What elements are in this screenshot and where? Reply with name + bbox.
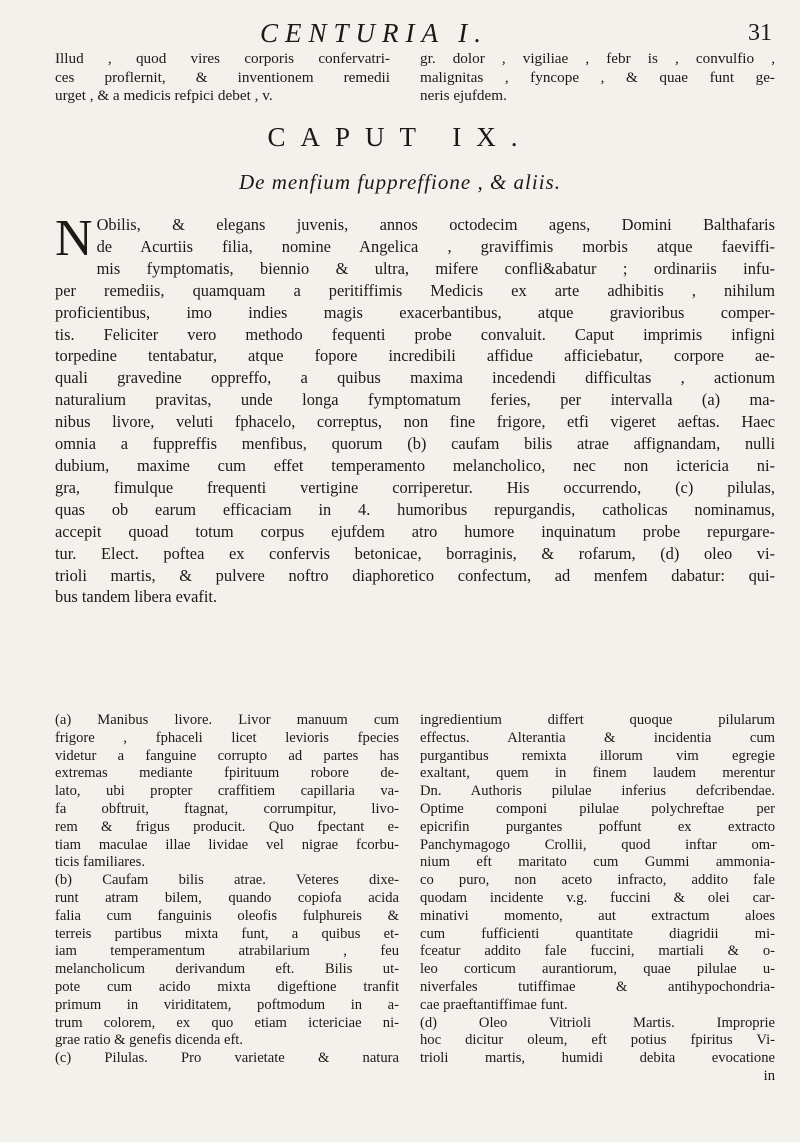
note-line: rem & frigus producit. Quo fpectant e- [55,818,399,835]
note-line: extremas mediante fpirituum robore de- [55,765,399,782]
text-line: Obilis, & elegans juvenis, annos octodecim agens, Domini Balthafaris [96,215,775,234]
text-line: bus tandem libera evafit. [55,587,218,607]
note-line: co puro, non aceto infracto, addito fale [420,872,775,889]
text-line: tur. Elect. poftea ex confervis betonicae, borraginis, & rofarum, (d) oleo vi- [55,543,775,563]
footnotes-right-column [420,712,775,1086]
note-line: Panchymagogo Crollii, quod inftar om- [420,836,775,853]
text-line: urget , & a medicis refpici debet , v. [55,87,273,104]
top-right-column [420,50,775,106]
note-line: falia cum fanguinis oleofis fulphureis & [55,907,399,924]
note-line: exaltant, quem in finem laudem merentur [420,765,775,782]
note-line: hoc dicitur oleum, eft potius fpiritus Vi- [420,1032,775,1049]
note-line: (a) Manibus livore. Livor manuum cum [55,712,399,728]
note-line: (d) Oleo Vitrioli Martis. Improprie [420,1014,775,1031]
note-line: (b) Caufam bilis atrae. Veteres dixe- [55,872,399,889]
note-line: epicrifin purgantes poffunt ex extracto [420,818,775,835]
top-left-column [55,50,390,106]
note-line: effectus. Alterantia & incidentia cum [420,729,775,746]
note-line: trum colorem, ex quo etiam ictericiae ni- [55,1014,399,1031]
text-line: trioli martis, & pulvere noftro diaphoretico confectum, ad menfem dabatur: qui- [55,565,775,585]
text-line: tis. Feliciter vero methodo fequenti probe convaluit. Caput imprimis infigni [55,324,775,344]
note-line: runt atram bilem, quando copiofa acida [55,889,399,906]
main-text [55,210,775,608]
note-line: leo corticum aurantiorum, quae pilulae u- [420,961,775,978]
chapter-subtitle: De menfium fuppreffione , & aliis. [239,170,561,194]
text-line: per remediis, quamquam a peritiffimis Medicis ex arte adhibitis , nihilum [55,280,775,300]
text-line: dubium, maxime cum effet temperamento melancholico, nec non ictericia ni- [55,455,775,475]
text-line: malignitas , fyncope , & quae funt ge- [420,68,775,86]
note-line: cae praeftantiffimae funt. [420,996,568,1013]
footnotes-left-column [55,712,399,1068]
note-line: trioli martis, humidi debita evocatione [420,1050,775,1067]
note-line: lato, ubi propter craffitiem capillaria va- [55,783,399,800]
running-title: CENTURIA I. [260,18,489,48]
note-line: quodam incidente v.g. fuccini & olei car- [420,889,775,906]
text-line: gra, fimulque frequenti vertigine corriperetur. His occurrendo, (c) pilulas, [55,477,775,497]
text-line: quali gravedine oppreffo, a quibus maxima incedendi difficultas , actionum [55,368,775,388]
note-line: purgantibus remixta illorum vim egregie [420,747,775,764]
text-line: torpedine tentabatur, atque fopore incredibili affidue afficiebatur, corpore ae- [55,346,775,366]
note-line: (c) Pilulas. Pro varietate & natura [55,1050,399,1067]
chapter-title: CAPUT IX. [267,122,533,152]
text-line: gr. dolor , vigiliae , febr is , convulfio , [420,50,775,67]
page-number: 31 [748,20,772,46]
drop-cap: N [55,210,93,267]
note-line: cum fufficienti quantitate diagridii mi- [420,925,775,942]
catchword: in [763,1067,775,1084]
note-line: frigore , fphaceli licet levioris fpecies [55,729,399,746]
note-line: terreis partibus mixta funt, a quibus et- [55,925,399,942]
note-line: pote cum acido mixta digeftione tranfit [55,978,399,995]
text-line: nibus livore, veluti fphacelo, correptus, non fine frigore, etfi vigeret aeftas. Haec [55,412,775,432]
note-line: primum in viriditatem, poftmodum in a- [55,996,399,1013]
note-line: niverfales tutiffimae & antihypochondria- [420,978,775,995]
note-line: minativi momento, aut extractum aloes [420,907,775,924]
text-line: neris ejufdem. [420,87,507,104]
note-line: videtur a fanguine corrupto ad partes has [55,747,399,764]
text-line: accepit quoad totum corpus ejufdem atro humore inquinatum probe repurgare- [55,521,775,541]
text-line: quas ob earum efficaciam in 4. humoribus repurgandis, catholicas nominamus, [55,499,775,519]
note-line: fa obftruit, ftagnat, corrumpitur, livo- [55,800,399,817]
text-line: Illud , quod vires corporis confervatri- [55,50,390,67]
note-line: iam temperamentum atrabilarium , feu [55,943,399,960]
note-line: grae ratio & genefis dicenda eft. [55,1032,244,1049]
note-line: ingredientium differt quoque pilularum [420,712,775,728]
note-line: nium eft maritato cum Gummi ammonia- [420,854,775,871]
text-line: ces proflernit, & inventionem remedii [55,68,390,86]
note-line: Optime componi pilulae polychreftae per [420,800,775,817]
text-line: naturalium pravitas, unde longa fymptomatum feries, per intervalla (a) ma- [55,390,775,410]
note-line: Dn. Authoris pilulae inferius defcribendae. [420,783,775,800]
note-line: ticis familiares. [55,854,145,871]
text-line: proficientibus, imo indies magis exacerbantibus, atque gravioribus comper- [55,302,775,322]
note-line: tiam maculae illae lividae vel nigrae fcorbu- [55,836,399,853]
text-line: de Acurtiis filia, nomine Angelica , graviffimis morbis atque faeviffi- [96,236,775,256]
note-line: melancholicum derivandum eft. Bilis ut- [55,961,399,978]
note-line: fceatur addito fale fuccini, martiali & o- [420,943,775,960]
text-line: omnia a fuppreffis menfibus, quorum (b) caufam bilis atrae affignandam, nulli [55,434,775,454]
text-line: mis fymptomatis, biennio & ultra, mifere confli&abatur ; ordinariis infu- [96,258,775,278]
